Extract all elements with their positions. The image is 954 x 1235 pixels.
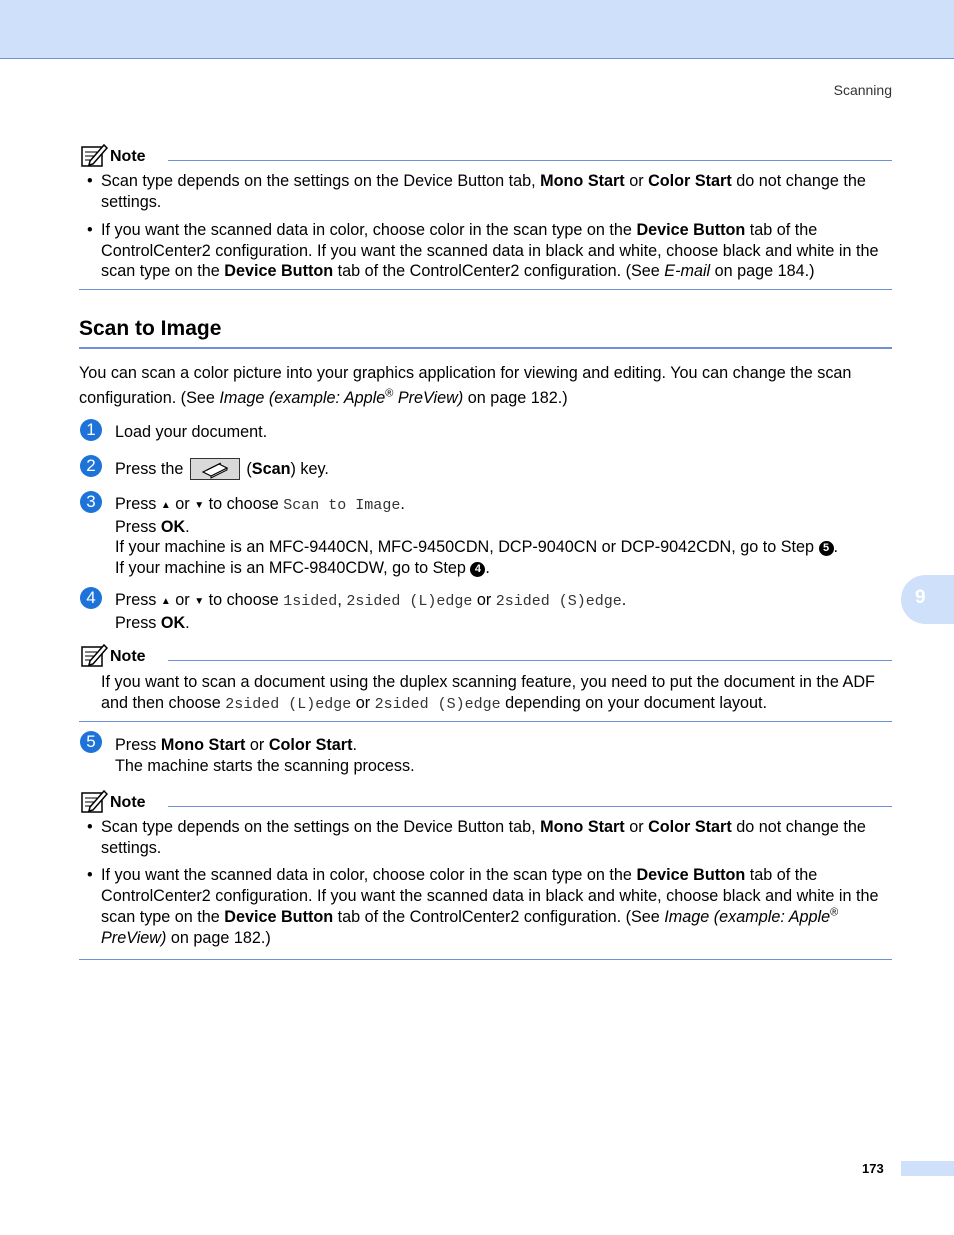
down-arrow-icon: ▼ (194, 596, 205, 607)
note1-bullet2: If you want the scanned data in color, choose color in the scan type on the Device Button tab of the ControlCenter2 configuration. If you want the scanned data in black and white, choose black and white in the scan type on the Device Button tab of the ControlCenter2 configuration. (See E-mail on page 184.) (101, 221, 879, 280)
step-number: 4 (80, 587, 102, 609)
step-ref: 5 (819, 541, 834, 556)
note-heading (80, 789, 892, 813)
step-4-text: Press ▲ or ▼ to choose 1sided, 2sided (L)edge or 2sided (S)edge. Press OK. (115, 591, 627, 632)
note1-bullet1: Scan type depends on the settings on the Device Button tab, Mono Start or Color Start do not change the settings. (101, 172, 866, 211)
intro-paragraph: You can scan a color picture into your graphics application for viewing and editing. You can change the scan configuration. (See Image (example: Apple® PreView) on page 182.) (79, 364, 852, 407)
pencil-note-icon (80, 643, 108, 667)
chapter-tab (901, 575, 954, 624)
section-rule (79, 347, 892, 349)
scan-key-icon (190, 458, 240, 480)
note-end-rule (79, 721, 892, 722)
note-label: Note (110, 794, 146, 811)
step-1-text: Load your document. (115, 423, 268, 441)
note-end-rule (79, 959, 892, 960)
note2-text: If you want to scan a document using the duplex scanning feature, you need to put the document in the ADF and then choose 2sided (L)edge or 2sided (S)edge depending on your document layout. (101, 673, 875, 713)
footer-bar (901, 1161, 954, 1176)
step-number: 5 (80, 731, 102, 753)
pencil-note-icon (80, 143, 108, 167)
note-heading (80, 143, 892, 167)
note-heading (80, 643, 892, 667)
step-2-text: Press the (Scan) key. (115, 460, 329, 478)
note-label: Note (110, 148, 146, 165)
up-arrow-icon: ▲ (160, 500, 171, 511)
step-ref: 4 (470, 562, 485, 577)
step-5-text: Press Mono Start or Color Start. The machine starts the scanning process. (115, 736, 415, 775)
step-number: 3 (80, 491, 102, 513)
section-title: Scan to Image (79, 317, 222, 340)
step-3-text: Press ▲ or ▼ to choose Scan to Image. Press OK. If your machine is an MFC-9440CN, MFC-9450CDN, DCP-9040CN or DCP-9042CDN, go to Step 5 . If your machine is an MFC-9840CDW, go to Step 4 . (115, 495, 839, 577)
step-number: 1 (80, 419, 102, 441)
running-head: Scanning (833, 82, 892, 98)
pencil-note-icon (80, 789, 108, 813)
bullet: • (87, 818, 93, 836)
bullet: • (87, 221, 93, 239)
note3-bullet2: If you want the scanned data in color, choose color in the scan type on the Device Button tab of the ControlCenter2 configuration. If you want the scanned data in black and white, choose black and white in the scan type on the Device Button tab of the ControlCenter2 configuration. (See Image (example: Apple® PreView) on page 182.) (101, 866, 879, 947)
note-rule (168, 806, 892, 807)
note-rule (168, 660, 892, 661)
step-number: 2 (80, 455, 102, 477)
chapter-number: 9 (915, 587, 926, 608)
header-band (0, 0, 954, 59)
page-number: 173 (862, 1161, 884, 1176)
note3-bullet1: Scan type depends on the settings on the Device Button tab, Mono Start or Color Start do not change the settings. (101, 818, 866, 857)
up-arrow-icon: ▲ (160, 596, 171, 607)
down-arrow-icon: ▼ (194, 500, 205, 511)
note-end-rule (79, 289, 892, 290)
bullet: • (87, 866, 93, 884)
note-label: Note (110, 648, 146, 665)
bullet: • (87, 172, 93, 190)
note-rule (168, 160, 892, 161)
